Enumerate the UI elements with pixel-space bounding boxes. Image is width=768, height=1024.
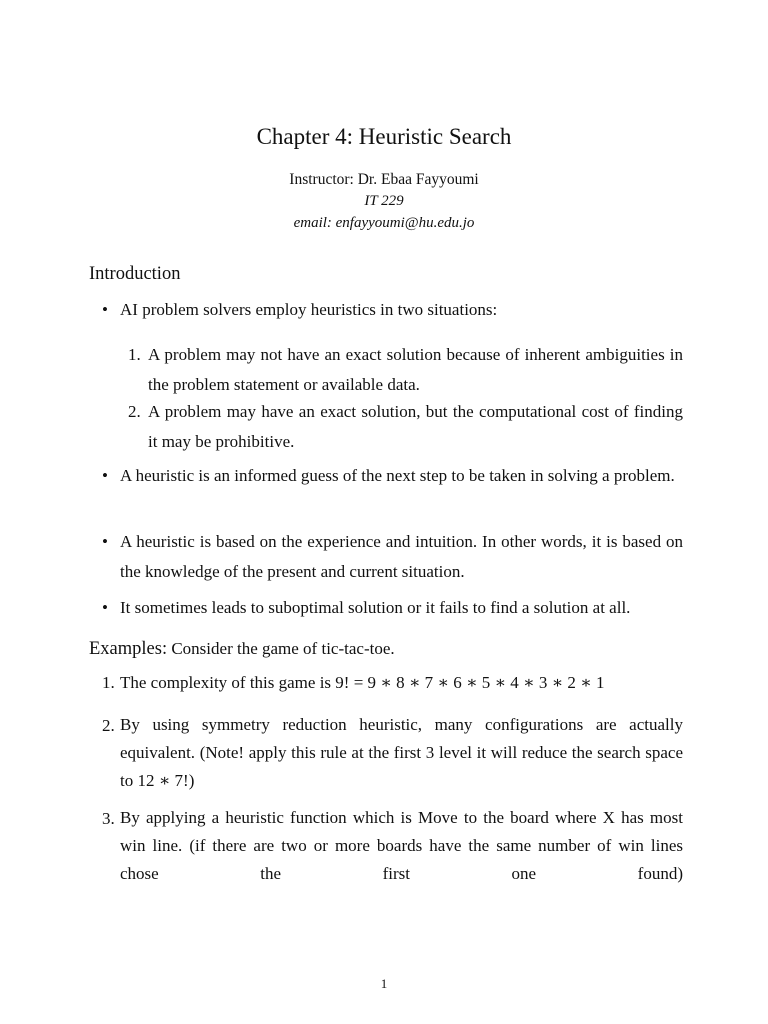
sublist-item-2-text: A problem may have an exact solution, but the computational cost of finding it may be prohibitive. [148,402,683,451]
sublist-item-1 [148,340,683,400]
sublist-item-2 [148,397,683,457]
bullet-marker: • [102,300,108,319]
sublist-item-1-text: A problem may not have an exact solution because of inherent ambiguities in the problem statement or available data. [148,345,683,394]
examples-intro-line [89,637,395,661]
sublist-number-2: 2. [128,402,141,421]
bullet-text-4: It sometimes leads to suboptimal solution or it fails to find a solution at all. [120,598,631,617]
bullet-text-1: AI problem solvers employ heuristics in two situations: [120,300,498,319]
page-title: Chapter 4: Heuristic Search [256,124,512,149]
course-code: IT 229 [364,193,404,209]
page-number: 1 [380,976,388,991]
bullet-text-2: A heuristic is an informed guess of the next step to be taken in solving a problem. [120,466,675,485]
example-number-2: 2. [102,716,115,735]
section-heading-introduction: Introduction [89,264,181,284]
example-number-1: 1. [102,673,115,692]
example-item-1: The complexity of this game is 9! = 9 ∗ 8 ∗ 7 ∗ 6 ∗ 5 ∗ 4 ∗ 3 ∗ 2 ∗ 1 [120,673,605,692]
bullet-marker: • [102,532,108,551]
examples-label: Examples: [89,639,168,659]
bullet-marker: • [102,598,108,617]
bullet-text-3: A heuristic is based on the experience and intuition. In other words, it is based on the knowledge of the present and current situation. [120,532,683,581]
examples-intro-text: Consider the game of tic-tac-toe. [171,639,395,658]
example-item-2: By using symmetry reduction heuristic, many configurations are actually equivalent. (Note! apply this rule at the first 3 level it will reduce the search space to 12 ∗ 7!) [120,715,683,790]
instructor-line: Instructor: Dr. Ebaa Fayyoumi [289,171,479,188]
sublist-number-1: 1. [128,345,141,364]
example-item-3: By applying a heuristic function which is Move to the board where X has most win line. (if there are two or more boards have the same number of win lines chose the first one found) [120,808,683,883]
email-line: email: enfayyoumi@hu.edu.jo [293,215,475,231]
example-number-3: 3. [102,809,115,828]
bullet-marker: • [102,466,108,485]
